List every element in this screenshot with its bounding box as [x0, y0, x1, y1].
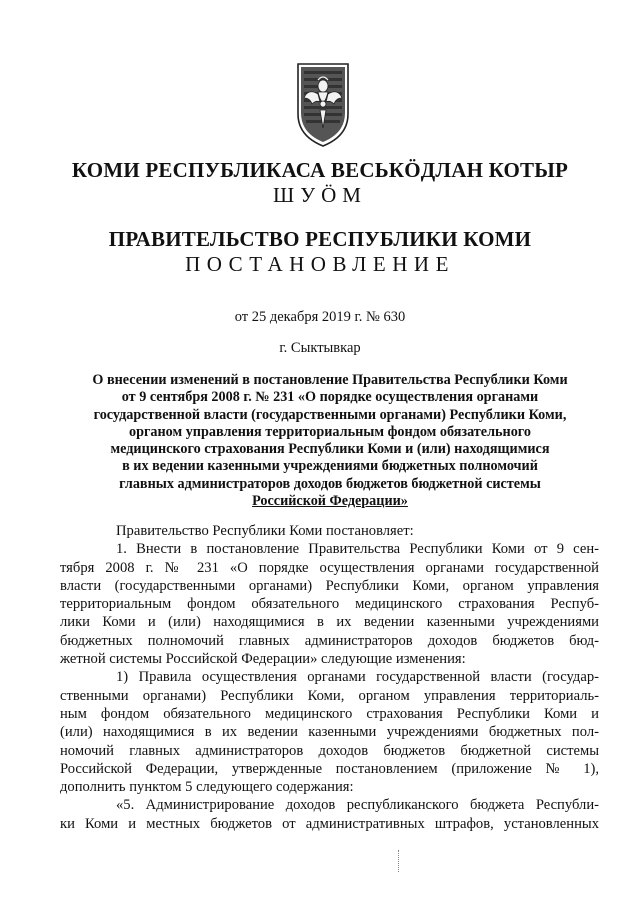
document-body — [60, 522, 599, 833]
heading-line: О внесении изменений в постановление Правительства Республики Коми — [92, 372, 568, 388]
heading-line: государственной власти (государственными органами) Республики Коми, — [93, 406, 567, 423]
document-type: ПОСТАНОВЛЕНИЕ — [185, 252, 455, 276]
body-line: 1) Правила осуществления органами государственной власти (государ- — [116, 669, 599, 686]
body-line: Российской Федерации, утвержденные постановлением (приложение № 1), — [60, 760, 599, 777]
scan-artifact — [398, 850, 401, 872]
body-line: территориальным фондом обязательного медицинского страхования Респуб- — [60, 596, 599, 613]
document-date-number: от 25 декабря 2019 г. № 630 — [234, 309, 406, 325]
document-city: г. Сыктывкар — [279, 340, 361, 356]
heading-line: медицинского страхования Республики Коми и (или) находящимися — [110, 441, 550, 458]
body-line: дополнить пунктом 5 следующего содержания: — [60, 779, 354, 796]
komi-coat-of-arms-emblem — [296, 62, 350, 148]
heading-line: органом управления территориальным фондом обязательного — [128, 423, 531, 440]
body-line: тября 2008 г. № 231 «О порядке осуществления органами государственной — [60, 559, 599, 576]
heading-line: главных администраторов доходов бюджетов бюджетной системы — [119, 475, 541, 492]
body-line: лики Коми и (или) находящимися в их ведении казенными учреждениями — [60, 614, 599, 631]
government-title: ПРАВИТЕЛЬСТВО РЕСПУБЛИКИ КОМИ — [108, 227, 532, 251]
heading-line: в их ведении казенными учреждениями бюджетных полномочий — [122, 458, 538, 475]
body-line: бюджетных полномочий главных администраторов доходов бюджетов бюд- — [60, 632, 599, 649]
komi-document-type: ШУÖМ — [273, 183, 367, 207]
body-line: (или) находящимися в их ведении казенными учреждениями бюджетных пол- — [60, 724, 599, 741]
document-heading — [60, 372, 600, 510]
body-line: ным фондом обязательного медицинского страхования Республики Коми и — [60, 705, 599, 722]
body-line: Правительство Республики Коми постановляет: — [116, 523, 414, 539]
body-line: ственными органами) Республики Коми, органом управления территориаль- — [60, 687, 599, 704]
body-line: «5. Администрирование доходов республиканского бюджета Республи- — [116, 797, 599, 814]
heading-line: Российской Федерации» — [252, 493, 408, 510]
heading-line: от 9 сентября 2008 г. № 231 «О порядке осуществления органами — [121, 389, 539, 406]
body-line: власти (государственными органами) Республики Коми, органом управления — [60, 577, 599, 594]
body-line: ки Коми и местных бюджетов от административных штрафов, установленных — [60, 815, 599, 832]
komi-government-title: КОМИ РЕСПУБЛИКАСА ВЕСЬКÖДЛАН КОТЫР — [71, 158, 569, 182]
body-line: жетной системы Российской Федерации» следующие изменения: — [60, 651, 466, 668]
body-line: 1. Внести в постановление Правительства Республики Коми от 9 сен- — [116, 541, 599, 558]
body-line: номочий главных администраторов доходов бюджетов бюджетной системы — [60, 742, 599, 759]
